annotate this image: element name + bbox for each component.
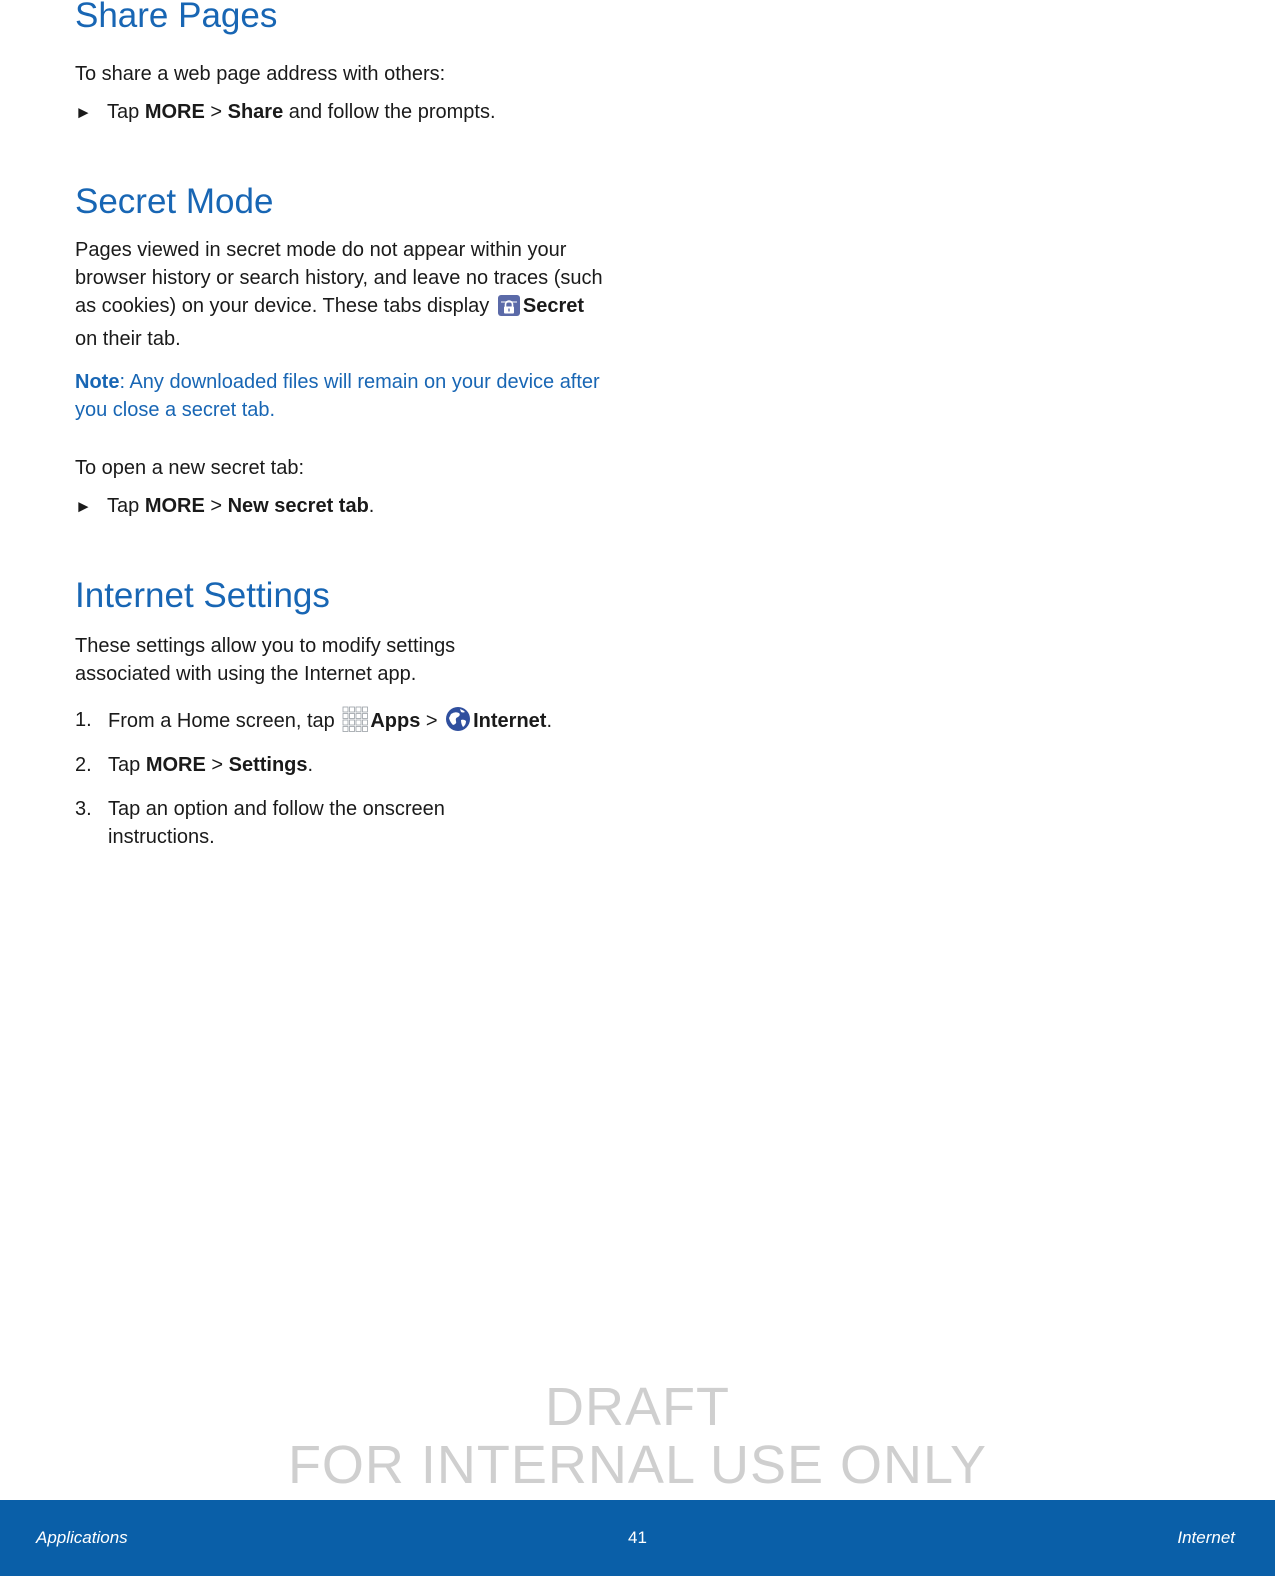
more-label: MORE xyxy=(145,754,206,776)
footer-chapter: Internet xyxy=(1177,1528,1235,1547)
secret-paragraph: Pages viewed in secret mode do not appear within your browser history or search history, and leave no traces (such as cookies) on your device. These tabs display Secret on their tab. xyxy=(75,239,603,350)
more-label: MORE xyxy=(144,101,205,123)
page-footer xyxy=(0,1500,1275,1576)
new-secret-tab-label: New secret tab xyxy=(227,495,369,517)
share-intro: To share a web page address with others: xyxy=(75,63,446,85)
secret-open-intro: To open a new secret tab: xyxy=(75,457,305,479)
list-item: 2. Tap MORE > Settings. xyxy=(75,754,314,776)
globe-icon xyxy=(445,706,471,740)
note-label: Note xyxy=(75,371,120,393)
secret-step: ► Tap MORE > New secret tab. xyxy=(75,492,615,521)
watermark-internal: FOR INTERNAL USE ONLY xyxy=(287,1435,988,1495)
note: Note: Any downloaded files will remain on your device after you close a secret tab. xyxy=(75,371,600,421)
share-step: ► Tap MORE > Share and follow the prompts. xyxy=(75,98,615,127)
arrow-bullet-icon: ► xyxy=(75,103,92,122)
section-heading-settings: Internet Settings xyxy=(75,576,330,615)
lock-icon xyxy=(497,293,521,325)
settings-label: Settings xyxy=(228,754,308,776)
internet-label: Internet xyxy=(473,710,547,732)
apps-grid-icon xyxy=(342,706,368,740)
more-label: MORE xyxy=(144,495,205,517)
apps-label: Apps xyxy=(370,710,421,732)
secret-label: Secret xyxy=(522,295,585,317)
section-heading-share: Share Pages xyxy=(75,0,278,35)
page-number: 41 xyxy=(628,1528,647,1547)
share-label: Share xyxy=(227,101,284,123)
list-item: 3. Tap an option and follow the onscreen instructions. xyxy=(75,798,445,848)
section-heading-secret: Secret Mode xyxy=(75,182,274,221)
footer-section: Applications xyxy=(36,1528,128,1547)
list-item: 1. From a Home screen, tap Apps > Internet. xyxy=(75,706,615,740)
arrow-bullet-icon: ► xyxy=(75,497,92,516)
watermark-draft: DRAFT xyxy=(545,1377,730,1437)
settings-intro: These settings allow you to modify settings associated with using the Internet app. xyxy=(75,635,456,685)
